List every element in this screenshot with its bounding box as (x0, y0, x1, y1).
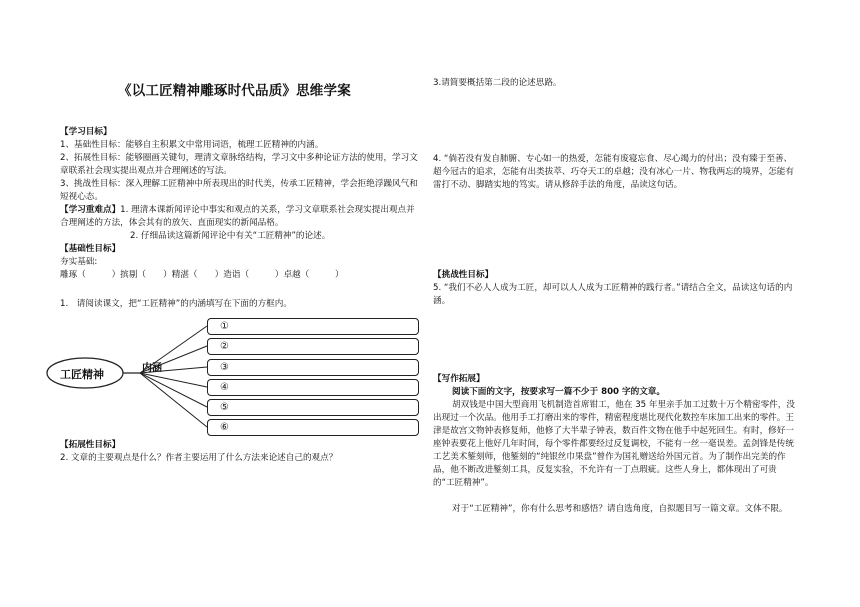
challenge-header: 【挑战性目标】 (433, 270, 494, 280)
goal-1: 1、基础性目标：能够自主积累文中常用词语，梳理工匠精神的内涵。 (60, 140, 324, 150)
diagram-box-4 (207, 379, 419, 396)
diagram-box-3-label: ③ (220, 362, 229, 373)
key-point-1-text: 1. 理清本课新闻评论中事实和观点的关系，学习文章联系社会现实提出观点并合理阐述的方法，体会其有的放矢、直面现实的新闻品格。 (60, 205, 415, 228)
diagram-center-label: 工匠精神 (60, 368, 104, 381)
basic-subheader: 夯实基础: (60, 257, 98, 267)
key-point-2: 2. 仔细品读这篇新闻评论中有关“工匠精神”的论述。 (130, 231, 331, 241)
diagram-box-5 (207, 399, 419, 416)
diagram-box-2 (207, 338, 419, 355)
diagram-box-3 (207, 359, 419, 376)
vocab-words: 雕琢（ ）摈剔（ ）精湛（ ）造诣（ ）卓越（ ） (60, 270, 344, 280)
writing-instruction: 阅读下面的文字，按要求写一篇不少于 800 字的文章。 (452, 387, 665, 397)
diagram-box-5-label: ⑤ (220, 402, 229, 413)
question-3: 3.请简要概括第二段的论述思路。 (433, 78, 562, 88)
diagram-box-4-label: ④ (220, 382, 229, 393)
writing-header: 【写作拓展】 (433, 374, 485, 384)
diagram-box-6-label: ⑥ (220, 422, 229, 433)
key-points-header: 【学习重难点】 (60, 205, 121, 215)
question-2: 2. 文章的主要观点是什么？作者主要运用了什么方法来论述自己的观点？ (60, 453, 338, 463)
goal-2: 2、拓展性目标：能够圈画关键句，理清文章脉络结构，学习文中多种论证方法的使用，学习文章联系社会现实提出观点并合理阐述的写法。 (60, 153, 418, 176)
writing-material: 胡双钱是中国大型商用飞机制造首席钳工，他在 35 年里亲手加工过数十万个精密零件，没出现过一个次品。他用手工打磨出来的零件，精密程度堪比现代化数控车床加工出来的零件。王津是故宫文物钟表修复师，他修了大半辈子钟表，数百件文物在他手中起死回生。有时，修好一座钟表要花上他好几年时间，每个零件都要经过反复调校，不能有一丝一毫误差。孟剑锋是传统工艺美术錾刻师，他錾刻的“纯银丝巾果盘”曾作为国礼赠送给外国元首。为了制作出完美的作品，他不断改进錾刻工具，反复实验，不允许有一丁点瑕疵。这些人身上，都体现出了可贵的“工匠精神”。 (433, 400, 795, 488)
page-title: 《以工匠精神雕琢时代品质》思维学案 (118, 83, 351, 99)
diagram-box-1 (207, 318, 419, 335)
key-points-1 (60, 204, 418, 230)
extension-header: 【拓展性目标】 (60, 440, 121, 450)
question-1: 1. 请阅读课文，把“工匠精神”的内涵填写在下面的方框内。 (60, 299, 292, 309)
question-4: 4. “倘若没有发自肺腑、专心如一的热爱，怎能有废寝忘食、尽心竭力的付出；没有臻于至善、超今冠古的追求，怎能有出类拔萃、巧夺天工的卓越；没有冰心一片、物我两忘的境界，怎能有雷打不动、脚踏实地的笃实。请从修辞手法的角度，品读这句话。 (433, 154, 794, 190)
basic-header: 【基础性目标】 (60, 244, 121, 254)
writing-task: 对于“工匠精神”，你有什么思考和感悟？请自选角度，自拟题目写一篇文章。文体不限。 (452, 504, 788, 514)
question-5: 5. “我们不必人人成为工匠，却可以人人成为工匠精神的践行者。”请结合全文，品读这句话的内涵。 (433, 283, 793, 306)
diagram-box-6 (207, 419, 419, 436)
goal-3: 3、挑战性目标：深入理解工匠精神中所表现出的时代美，传承工匠精神，学会拒绝浮躁风气和短视心态。 (60, 179, 418, 202)
goals-header: 【学习目标】 (60, 127, 112, 137)
diagram-box-2-label: ② (220, 341, 229, 352)
diagram-box-1-label: ① (220, 321, 229, 332)
diagram-branch-label: 内涵 (142, 363, 162, 374)
